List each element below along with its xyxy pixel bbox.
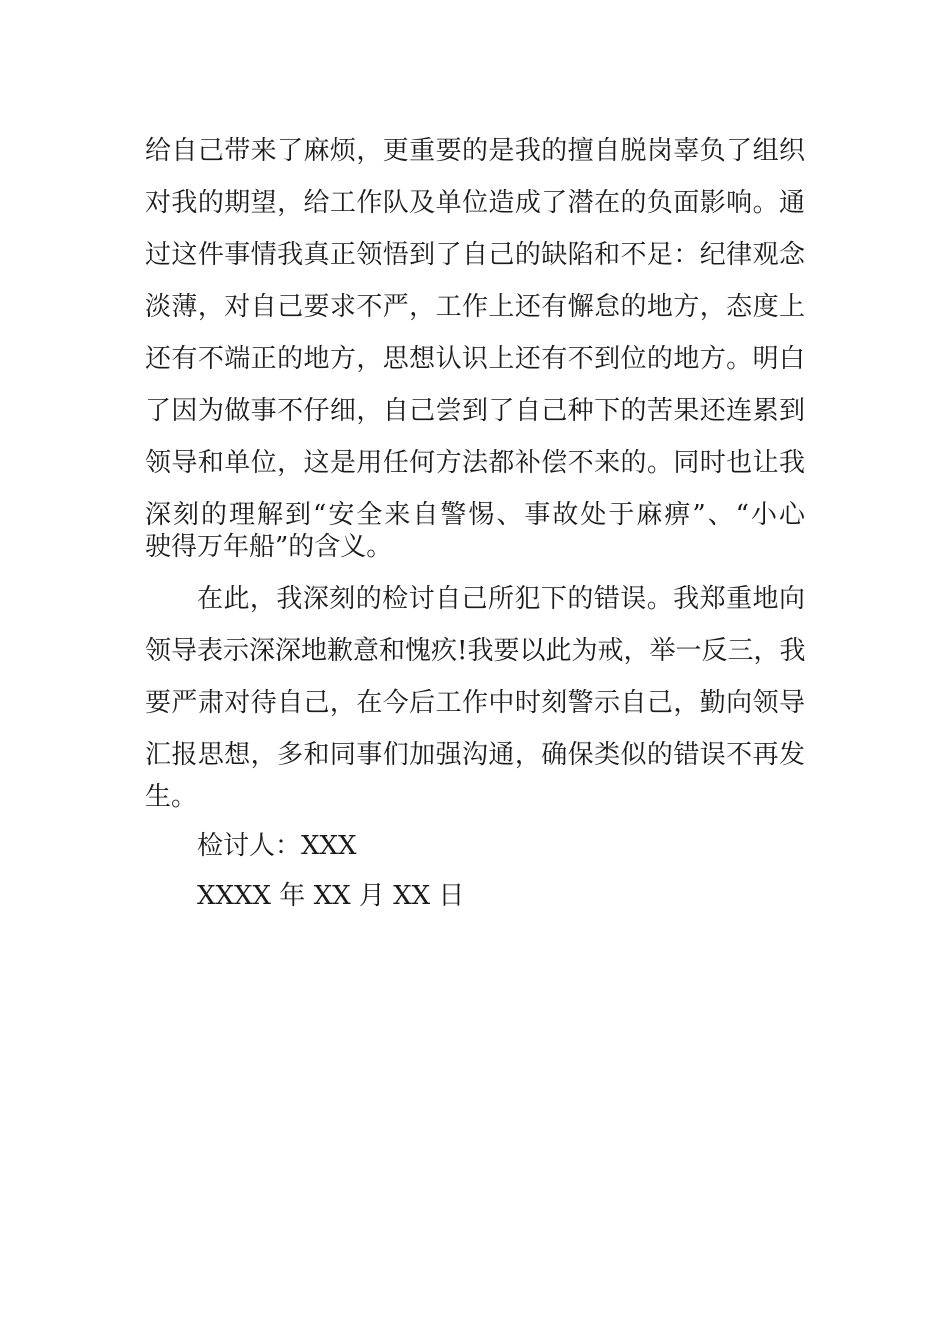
- paragraph-line: 淡薄，对自己要求不严，工作上还有懈怠的地方，态度上: [145, 292, 805, 322]
- paragraph-line: 生。: [145, 782, 198, 812]
- paragraph-line: 要严肃对待自己，在今后工作中时刻警示自己，勤向领导: [145, 688, 805, 718]
- paragraph-line: 给自己带来了麻烦，更重要的是我的擅自脱岗辜负了组织: [145, 136, 805, 166]
- paragraph-line: 过这件事情我真正领悟到了自己的缺陷和不足：纪律观念: [145, 240, 805, 270]
- signature-date: XXXX 年 XX 月 XX 日: [197, 881, 465, 911]
- paragraph-line: 还有不端正的地方，思想认识上还有不到位的地方。明白: [145, 344, 805, 374]
- paragraph-line: 深刻的理解到“安全来自警惕、事故处于麻痹”、“小心: [145, 500, 805, 530]
- paragraph-line: 对我的期望，给工作队及单位造成了潜在的负面影响。通: [145, 188, 805, 218]
- paragraph-line: 领导表示深深地歉意和愧疚!我要以此为戒，举一反三，我: [145, 636, 806, 666]
- paragraph-line: 汇报思想，多和同事们加强沟通，确保类似的错误不再发: [145, 740, 805, 770]
- paragraph-line: 了因为做事不仔细，自己尝到了自己种下的苦果还连累到: [145, 396, 805, 426]
- paragraph-line: 在此，我深刻的检讨自己所犯下的错误。我郑重地向: [197, 584, 805, 614]
- paragraph-line: 领导和单位，这是用任何方法都补偿不来的。同时也让我: [145, 448, 805, 478]
- paragraph-line: 驶得万年船”的含义。: [145, 532, 393, 562]
- signature-author: 检讨人：XXX: [197, 831, 357, 861]
